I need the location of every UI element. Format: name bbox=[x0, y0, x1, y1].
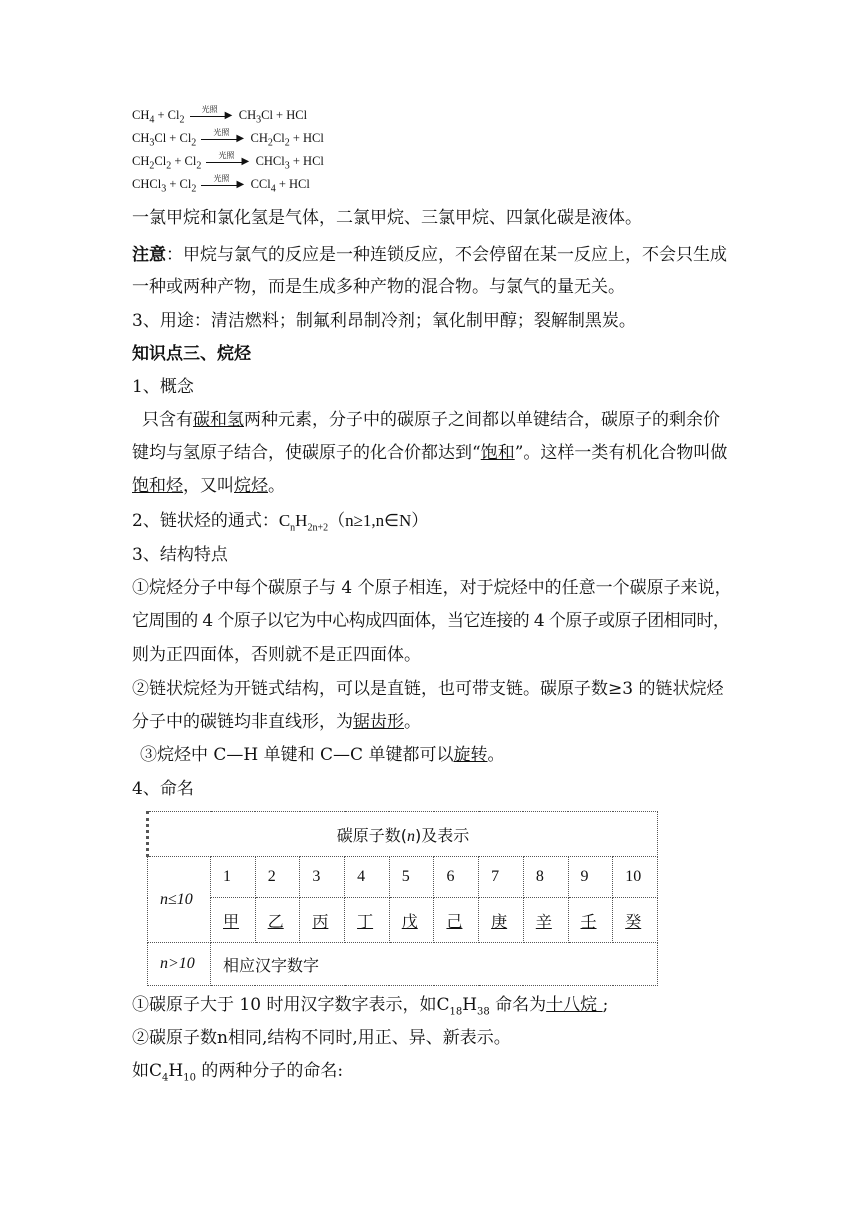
eq-text: Cl bbox=[154, 154, 167, 168]
rule-3 bbox=[132, 1060, 732, 1089]
text: 。 bbox=[487, 745, 505, 765]
formula-sub: 38 bbox=[477, 1006, 490, 1018]
reaction-condition: 光照 bbox=[213, 128, 230, 138]
eq-sub: 4 bbox=[149, 114, 155, 126]
eq-text: CHCl bbox=[255, 154, 285, 168]
structure-1-line-3: 则为正四面体，否则就不是正四面体。 bbox=[132, 645, 421, 665]
note-line-1 bbox=[132, 244, 732, 266]
table-header bbox=[148, 812, 658, 857]
formula-sub: 10 bbox=[183, 1072, 196, 1084]
structure-3 bbox=[140, 744, 740, 766]
paragraph-uses: 3、用途：清洁燃料；制氟利昂制冷剂；氧化制甲醇；裂解制黑炭。 bbox=[132, 311, 636, 331]
table-cell-number: 9 bbox=[568, 857, 613, 898]
eq-sub: 4 bbox=[270, 183, 276, 195]
underlined-term: 饱和 bbox=[480, 443, 515, 463]
eq-text: + Cl bbox=[166, 177, 192, 191]
eq-text: CH bbox=[132, 154, 150, 168]
text: 两种元素，分子中的碳原子之间都以单键结合，碳原子的剩余价 bbox=[244, 410, 720, 430]
formula-part: C bbox=[278, 511, 291, 530]
eq-sub: 2 bbox=[191, 137, 197, 149]
underlined-term: 饱和烃 bbox=[132, 476, 183, 496]
table-cell-char: 丁 bbox=[345, 898, 390, 943]
rule-2: ②碳原子数n相同,结构不同时,用正、异、新表示。 bbox=[132, 1028, 511, 1048]
reaction-arrow-icon: 光照 ▶ bbox=[201, 134, 245, 144]
eq-text: Cl + HCl bbox=[261, 108, 308, 122]
table-cell-number: 5 bbox=[389, 857, 434, 898]
eq-sub: 3 bbox=[256, 114, 262, 126]
row-label-gt10: n>10 bbox=[148, 943, 211, 986]
eq-text: CH bbox=[250, 131, 268, 145]
underlined-term: 十八烷 bbox=[546, 995, 603, 1015]
eq-text: CH bbox=[238, 108, 257, 122]
formula-part: H bbox=[295, 511, 308, 530]
text: 。 bbox=[268, 476, 285, 496]
rule-1 bbox=[132, 994, 732, 1023]
eq-text: + Cl bbox=[154, 108, 180, 122]
text: ; bbox=[602, 995, 609, 1015]
text: H bbox=[168, 1061, 184, 1081]
table-cell-number: 2 bbox=[255, 857, 300, 898]
reaction-condition: 光照 bbox=[213, 174, 230, 184]
section-title: 知识点三、烷烃 bbox=[132, 344, 251, 364]
note-text: ：甲烷与氯气的反应是一种连锁反应，不会停留在某一反应上，不会只生成 bbox=[166, 245, 727, 265]
eq-sub: 3 bbox=[161, 183, 167, 195]
heading-formula bbox=[132, 510, 732, 539]
text: 命名为 bbox=[489, 995, 547, 1015]
table-cell-number: 8 bbox=[523, 857, 568, 898]
underlined-term: 锯齿形 bbox=[353, 712, 404, 732]
eq-sub: 2 bbox=[267, 137, 273, 149]
text: 的两种分子的命名: bbox=[195, 1061, 344, 1081]
reaction-condition: 光照 bbox=[218, 151, 235, 161]
text: 如C bbox=[132, 1061, 163, 1081]
eq-text: CH bbox=[132, 108, 150, 122]
reaction-arrow-icon: 光照 ▶ bbox=[206, 157, 250, 167]
text: 碳原子数( bbox=[336, 825, 407, 845]
formula-sub: 2n+2 bbox=[307, 522, 329, 534]
table-cell-char: 戊 bbox=[389, 898, 434, 943]
note-line-2: 一种或两种产物，而是生成多种产物的混合物。与氯气的量无关。 bbox=[132, 277, 625, 297]
text: 只含有 bbox=[142, 410, 193, 430]
concept-line-2 bbox=[132, 442, 732, 464]
text: ，又叫 bbox=[183, 476, 234, 496]
text: n bbox=[407, 827, 415, 845]
row-label-le10: n≤10 bbox=[148, 857, 211, 943]
eq-sub: 3 bbox=[284, 160, 290, 172]
table-cell-char: 壬 bbox=[568, 898, 613, 943]
equation-4 bbox=[132, 176, 310, 198]
heading-concept: 1、概念 bbox=[132, 377, 194, 397]
eq-text: Cl + Cl bbox=[154, 131, 192, 145]
text: H bbox=[462, 995, 478, 1015]
formula-condition: （n≥1,n∈N） bbox=[328, 511, 429, 530]
table-cell-char: 丙 bbox=[300, 898, 345, 943]
table-cell-number: 10 bbox=[613, 857, 658, 898]
reaction-condition: 光照 bbox=[201, 105, 218, 115]
eq-text: + HCl bbox=[289, 154, 324, 168]
eq-sub: 2 bbox=[196, 160, 202, 172]
underlined-term: 碳和氢 bbox=[193, 410, 244, 430]
text: 分子中的碳链均非直线形，为 bbox=[132, 712, 353, 732]
table-cell-number: 6 bbox=[434, 857, 479, 898]
eq-text: Cl bbox=[272, 131, 285, 145]
concept-line-3 bbox=[132, 475, 732, 497]
formula-sub: n bbox=[290, 522, 296, 534]
underlined-term: 旋转 bbox=[453, 745, 488, 765]
table-cell-number: 4 bbox=[345, 857, 390, 898]
structure-1-line-1: ①烷烃分子中每个碳原子与 4 个原子相连，对于烷烃中的任意一个碳原子来说， bbox=[132, 578, 732, 598]
structure-1-line-2: 它周围的 4 个原子以它为中心构成四面体，当它连接的 4 个原子或原子团相同时， bbox=[132, 611, 730, 631]
table-cell-char: 癸 bbox=[613, 898, 658, 943]
text: 2、链状烃的通式： bbox=[132, 511, 279, 531]
text: ③烷烃中 C—H 单键和 C—C 单键都可以 bbox=[140, 745, 454, 765]
eq-sub: 2 bbox=[149, 160, 155, 172]
text: 键均与氢原子结合，使碳原子的化合价都达到“ bbox=[132, 443, 481, 463]
eq-text: + HCl bbox=[289, 131, 324, 145]
table-cell-number: 1 bbox=[211, 857, 256, 898]
formula-sub: 4 bbox=[162, 1072, 169, 1084]
table-cell-char: 甲 bbox=[211, 898, 256, 943]
structure-2-line-2 bbox=[132, 711, 732, 733]
eq-sub: 2 bbox=[179, 114, 185, 126]
table-cell-text: 相应汉字数字 bbox=[211, 943, 658, 986]
eq-sub: 2 bbox=[191, 183, 197, 195]
table-cell-char: 乙 bbox=[255, 898, 300, 943]
note-label: 注意 bbox=[132, 245, 166, 265]
table-cell-char: 辛 bbox=[523, 898, 568, 943]
text: ①碳原子大于 10 时用汉字数字表示，如C bbox=[132, 995, 450, 1015]
paragraph-states: 一氯甲烷和氯化氢是气体，二氯甲烷、三氯甲烷、四氯化碳是液体。 bbox=[132, 208, 642, 228]
eq-text: CH bbox=[132, 131, 150, 145]
table-cell-number: 3 bbox=[300, 857, 345, 898]
heading-naming: 4、命名 bbox=[132, 779, 194, 799]
formula-sub: 18 bbox=[449, 1006, 463, 1018]
eq-text: CCl bbox=[250, 177, 271, 191]
reaction-arrow-icon: 光照 ▶ bbox=[201, 180, 245, 190]
eq-sub: 2 bbox=[284, 137, 290, 149]
eq-text: + Cl bbox=[171, 154, 197, 168]
naming-table bbox=[146, 811, 658, 986]
concept-line-1 bbox=[142, 409, 742, 431]
eq-sub: 3 bbox=[149, 137, 155, 149]
eq-text: CHCl bbox=[132, 177, 162, 191]
table-cell-number: 7 bbox=[479, 857, 524, 898]
text: 。 bbox=[404, 712, 421, 732]
underlined-term: 烷烃 bbox=[234, 476, 268, 496]
heading-structure: 3、结构特点 bbox=[132, 545, 228, 565]
eq-sub: 2 bbox=[166, 160, 172, 172]
text: )及表示 bbox=[415, 825, 470, 845]
table-cell-char: 己 bbox=[434, 898, 479, 943]
structure-2-line-1: ②链状烷烃为开链式结构，可以是直链，也可带支链。碳原子数≥3 的链状烷烃 bbox=[132, 679, 724, 699]
eq-text: + HCl bbox=[275, 177, 310, 191]
text: ”。这样一类有机化合物叫做 bbox=[514, 443, 728, 463]
table-cell-char: 庚 bbox=[479, 898, 524, 943]
reaction-arrow-icon: 光照 ▶ bbox=[190, 111, 234, 121]
